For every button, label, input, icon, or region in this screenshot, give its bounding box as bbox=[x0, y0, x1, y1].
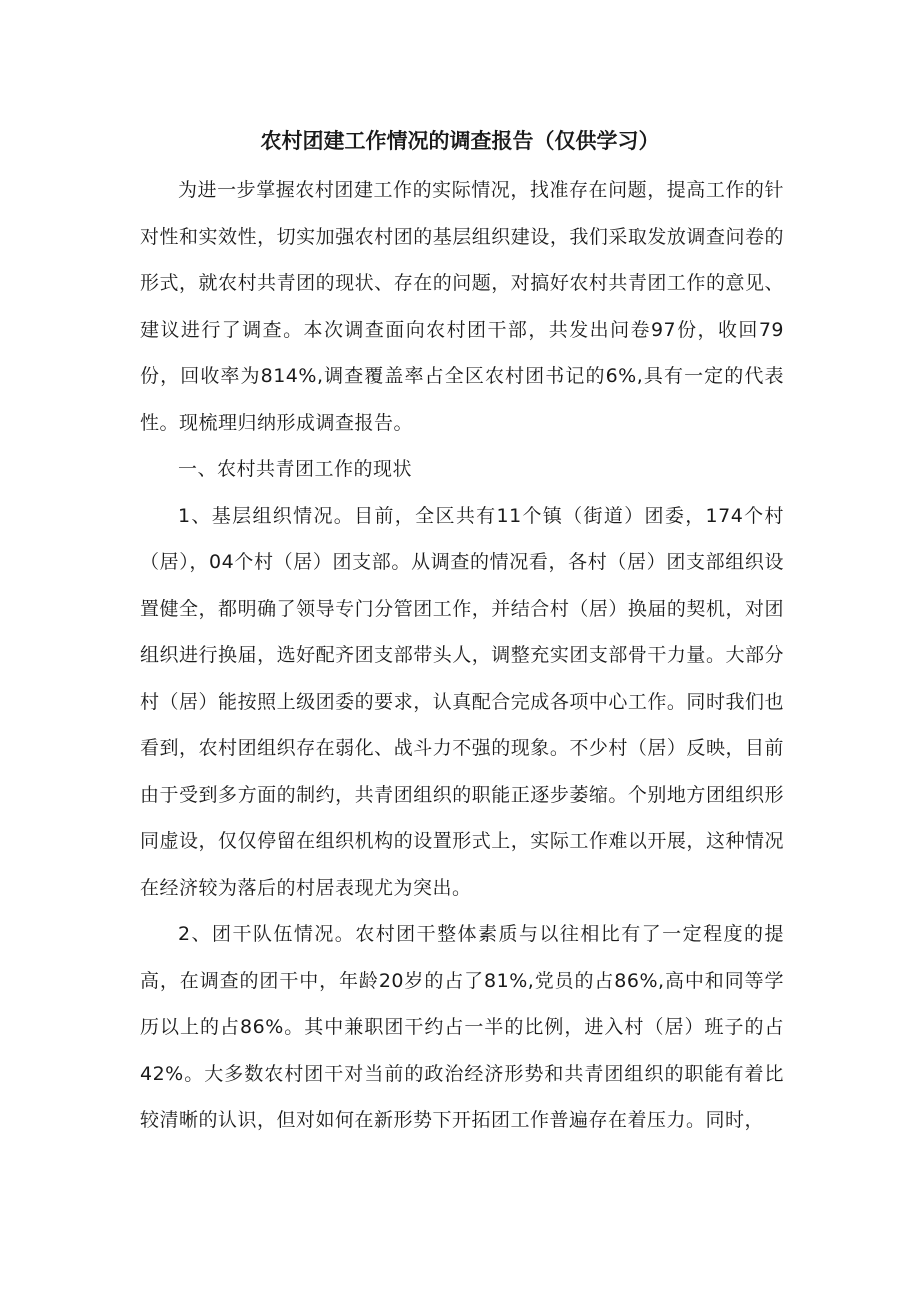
document-title: 农村团建工作情况的调查报告（仅供学习） bbox=[260, 129, 660, 153]
paragraph-organization: 1、基层组织情况。目前，全区共有11个镇（街道）团委，174个村（居），04个村（居）团支部。从调查的情况看，各村（居）团支部组织设置健全，都明确了领导专门分管团工作，并结合村（居）换届的契机，对团组织进行换届，选好配齐团支部带头人，调整充实团支部骨干力量。大部分村（居）能按照上级团委的要求，认真配合完成各项中心工作。同时我们也看到，农村团组织存在弱化、战斗力不强的现象。不少村（居）反映，目前由于受到多方面的制约，共青团组织的职能正逐步萎缩。个别地方团组织形同虚设，仅仅停留在组织机构的设置形式上，实际工作难以开展，这种情况在经济较为落后的村居表现尤为突出。 bbox=[140, 504, 784, 899]
document-body bbox=[140, 167, 784, 1144]
paragraph-cadre-team: 2、团干队伍情况。农村团干整体素质与以往相比有了一定程度的提高，在调查的团干中，年龄20岁的占了81%,党员的占86%,高中和同等学历以上的占86%。其中兼职团干约占一半的比例，进入村（居）班子的占42%。大多数农村团干对当前的政治经济形势和共青团组织的职能有着比较清晰的认识，但对如何在新形势下开拓团工作普遍存在着压力。同时， bbox=[140, 923, 784, 1131]
intro-paragraph: 为进一步掌握农村团建工作的实际情况，找准存在问题，提高工作的针对性和实效性，切实加强农村团的基层组织建设，我们采取发放调查问卷的形式，就农村共青团的现状、存在的问题，对搞好农村共青团工作的意见、建议进行了调查。本次调查面向农村团干部，共发出问卷97份，收回79份，回收率为814%,调查覆盖率占全区农村团书记的6%,具有一定的代表性。现梳理归纳形成调查报告。 bbox=[140, 179, 784, 434]
section-heading: 一、农村共青团工作的现状 bbox=[178, 458, 413, 480]
